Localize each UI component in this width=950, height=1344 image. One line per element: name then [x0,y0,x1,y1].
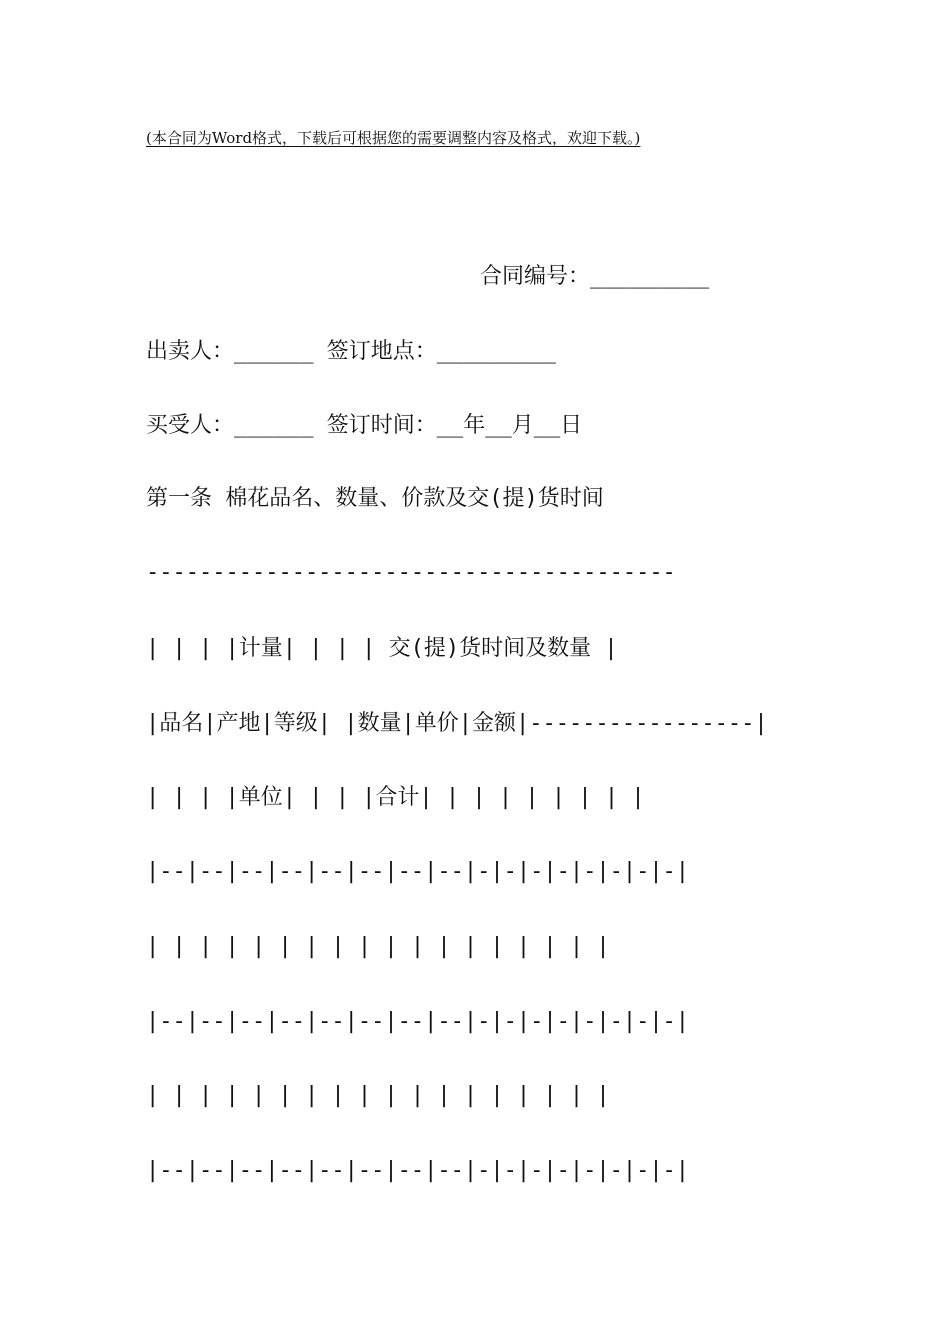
table-header-row-2: |品名|产地|等级| |数量|单价|金额|-----------------| [146,711,768,736]
article-one-heading: 第一条 棉花品名、数量、价款及交(提)货时间 [146,486,604,511]
table-header-row-3: | | | |单位| | | |合计| | | | | | | | | [146,785,645,810]
buyer-line: 买受人：______ 签订时间：__年__月__日 [146,413,583,438]
table-empty-row-2: | | | | | | | | | | | | | | | | | | [146,1083,610,1108]
table-separator-1: |--|--|--|--|--|--|--|--|-|-|-|-|-|-|-|-| [146,859,690,884]
table-top-border: ---------------------------------------- [146,560,676,585]
table-header-row-1: | | | |计量| | | | 交(提)货时间及数量 | [146,636,618,661]
seller-line: 出卖人：______ 签订地点：_________ [146,339,556,364]
table-separator-3: |--|--|--|--|--|--|--|--|-|-|-|-|-|-|-|-| [146,1158,690,1183]
table-empty-row-1: | | | | | | | | | | | | | | | | | | [146,934,610,959]
contract-number-line: 合同编号：_________ [480,264,710,289]
format-note: (本合同为Word格式，下载后可根据您的需要调整内容及格式，欢迎下载。) [146,129,641,147]
table-separator-2: |--|--|--|--|--|--|--|--|-|-|-|-|-|-|-|-| [146,1009,690,1034]
